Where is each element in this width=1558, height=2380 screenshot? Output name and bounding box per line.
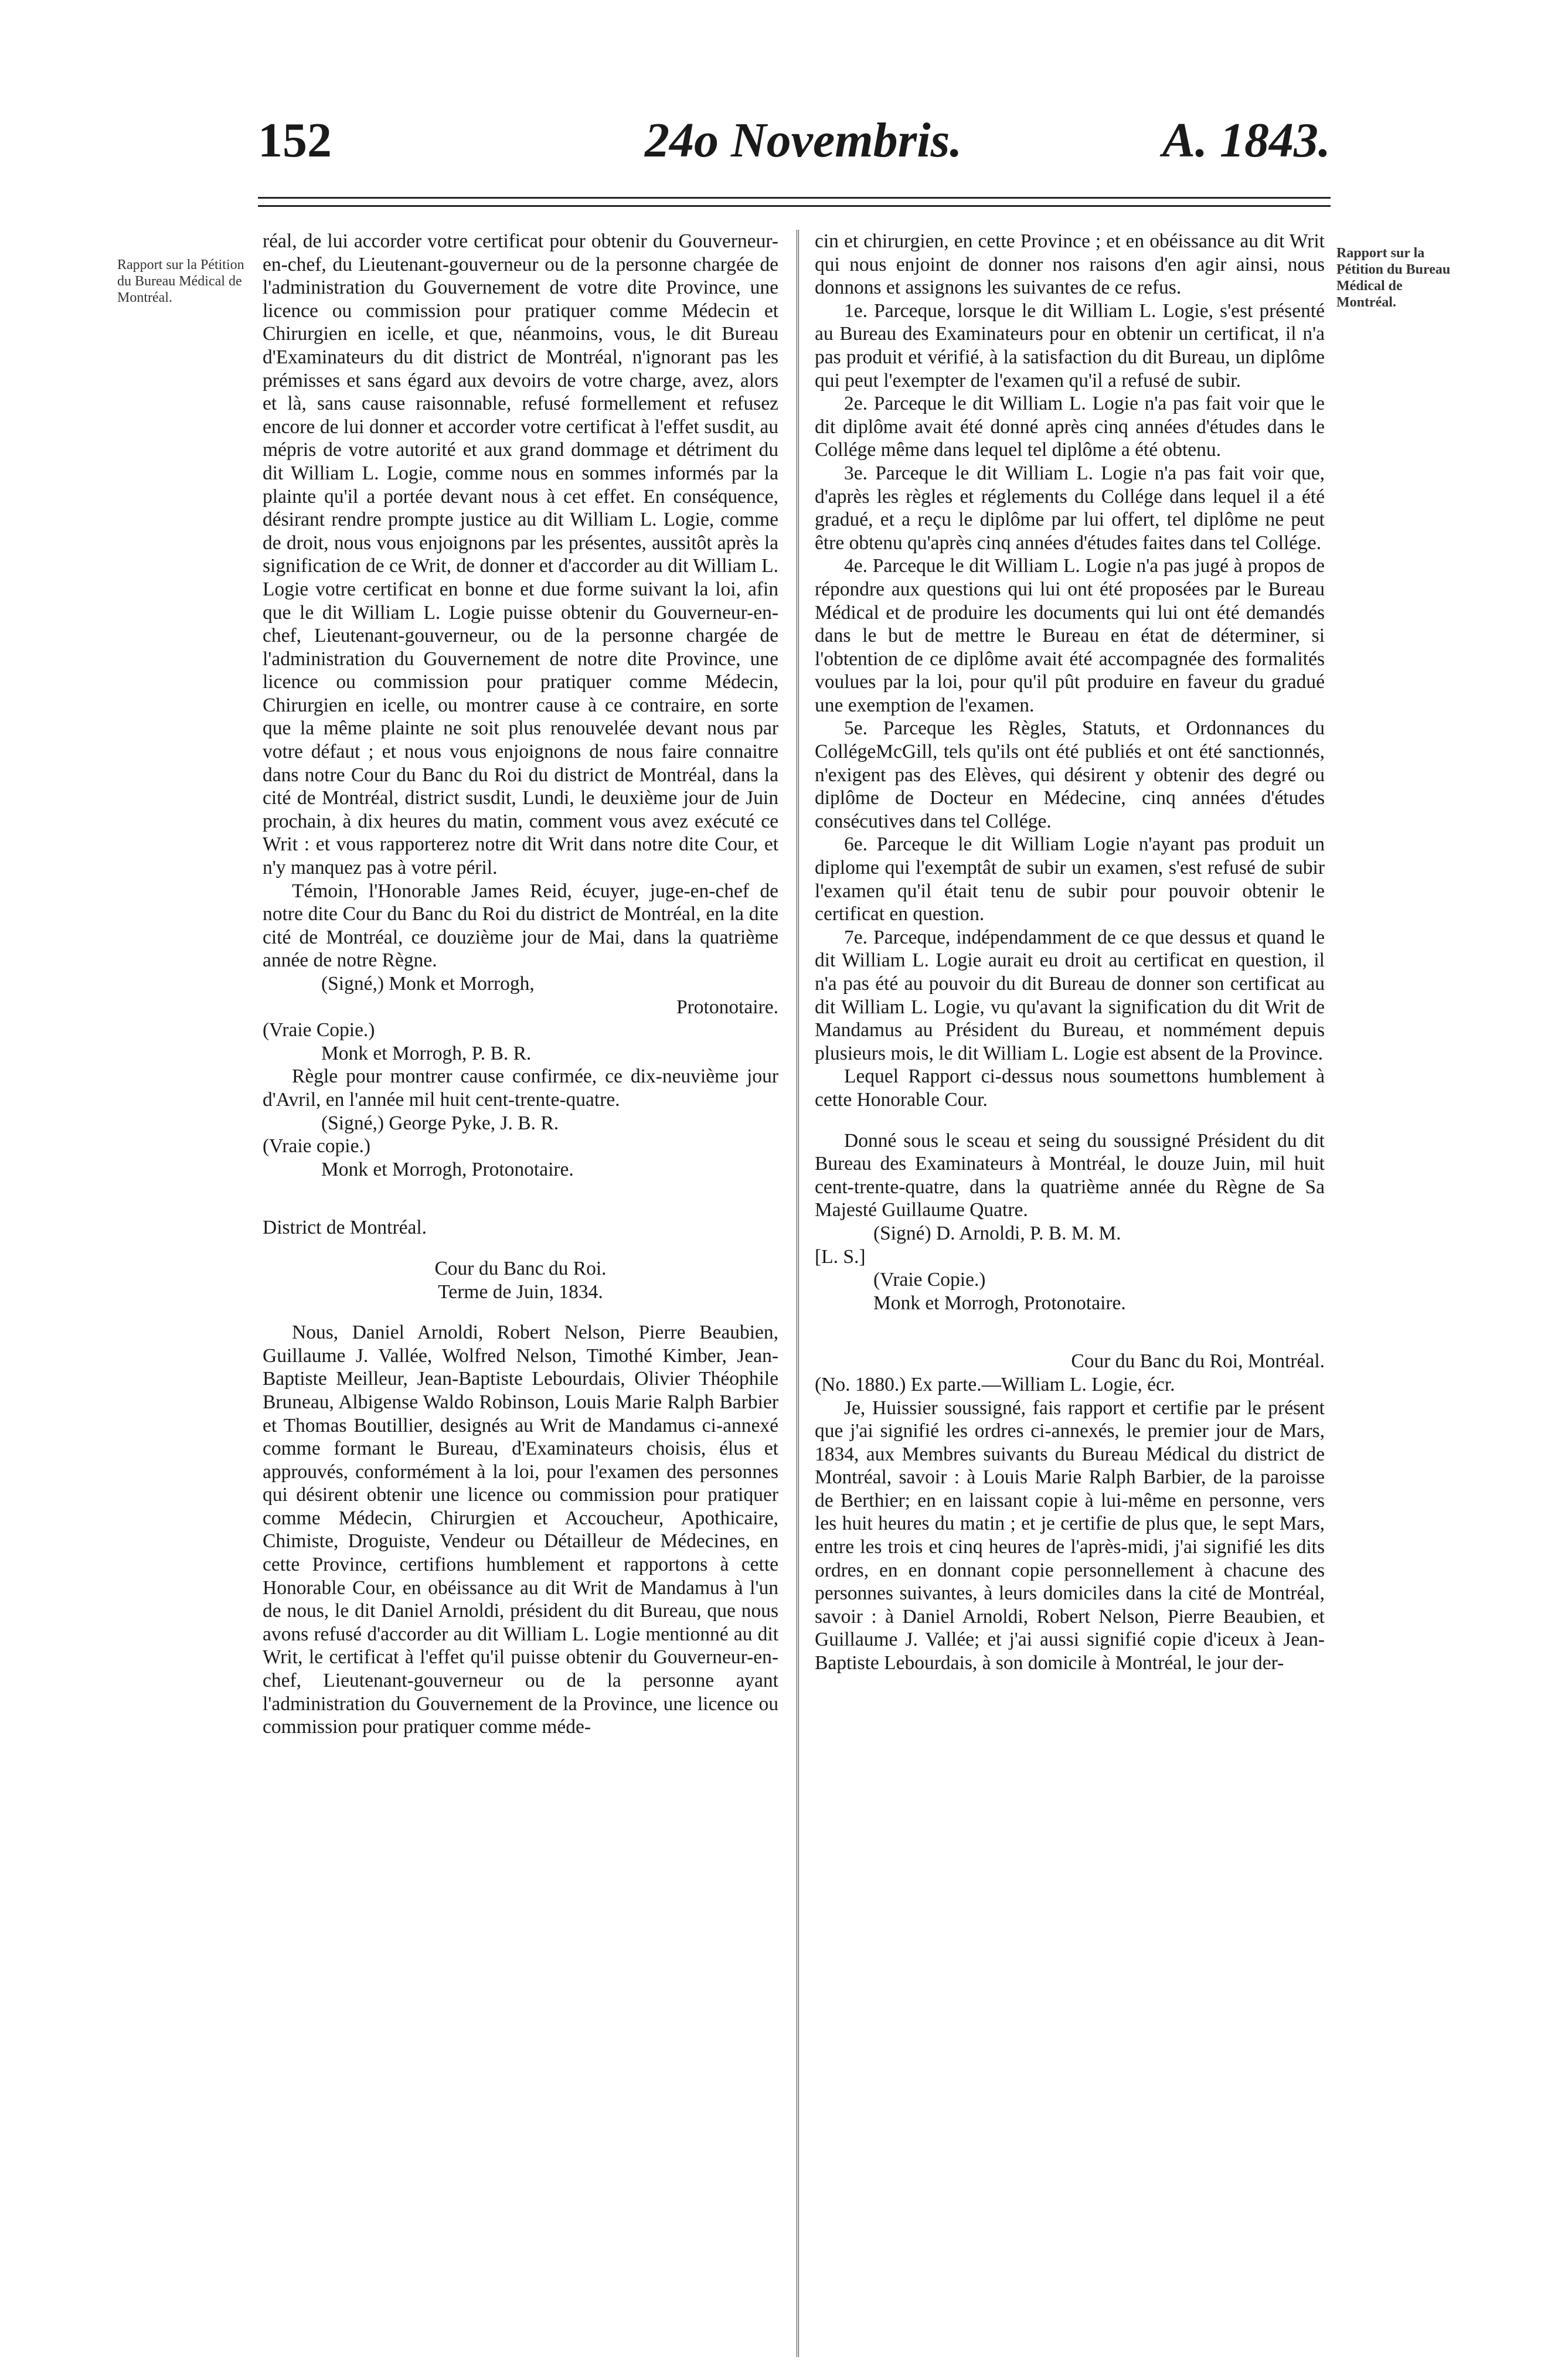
signature-line: (Signé,) Monk et Morrogh,	[321, 973, 535, 995]
paragraph: 2e. Parceque le dit William L. Logie n'a pas fait voir que le dit diplôme avait été donné après cinq années d'études dans le Collége même dans lequel tel diplôme a été obtenu.	[815, 393, 1325, 461]
court-term: Terme de Juin, 1834.	[438, 1281, 603, 1303]
spacer	[815, 1315, 1325, 1350]
case-number: (No. 1880.) Ex parte.—William L. Logie, écr.	[815, 1373, 1175, 1395]
court-heading: Cour du Banc du Roi, Montréal.	[1071, 1350, 1325, 1373]
paragraph: Témoin, l'Honorable James Reid, écuyer, juge-en-chef de notre dite Cour du Banc du Roi du district de Montréal, en la dite cité de Montréal, ce douzième jour de Mai, dans la quatrième année de notre Règne.	[263, 880, 778, 972]
page-number: 152	[258, 113, 332, 168]
spacer	[263, 1240, 778, 1257]
signature-line: Monk et Morrogh, Protonotaire.	[873, 1292, 1126, 1314]
paragraph: 4e. Parceque le dit William L. Logie n'a pas jugé à propos de répondre aux questions qui lui ont été proposées par le Bureau Médical et de produire les documents qui lui ont été demandés dans le but de mettre le Bureau en état de déterminer, si l'obtention de ce diplôme avait été accompagnée des formalités voulues par la loi, pour qu'il pût produire en faveur du gradué une exemption de l'examen.	[815, 555, 1325, 716]
paragraph: Règle pour montrer cause confirmée, ce dix-neuvième jour d'Avril, en l'année mil huit cent-trente-quatre.	[263, 1065, 778, 1111]
paragraph: Lequel Rapport ci-dessus nous soumettons humblement à cette Honorable Cour.	[815, 1065, 1325, 1111]
header-rule-top	[258, 197, 1331, 199]
margin-note-right: Rapport sur la Pétition du Bureau Médical de Montréal.	[1336, 246, 1451, 310]
page-header	[258, 111, 1331, 182]
spacer	[263, 1181, 778, 1216]
column-divider	[797, 230, 799, 2357]
court-heading: Cour du Banc du Roi.	[434, 1257, 607, 1279]
margin-note-left: Rapport sur la Pétition du Bureau Médical de Montréal.	[117, 257, 244, 305]
paragraph: 6e. Parceque le dit William Logie n'ayant pas produit un diplome qui l'exemptât de subir un examen, s'est refusé de subir l'examen qu'il était tenu de subir pour pouvoir obtenir le certificat en question.	[815, 833, 1325, 925]
paragraph: réal, de lui accorder votre certificat pour obtenir du Gouverneur-en-chef, du Lieutenant-gouverneur ou de la personne chargée de l'administration du Gouvernement de votre dite Province, une licence ou commission pour pratiquer comme Médecin et Chirurgien en icelle, et que, néanmoins, vous, le dit Bureau d'Examinateurs du dit district de Montréal, n'ignorant pas les prémisses et sans égard aux devoirs de votre charge, avez, alors et là, sans cause raisonnable, refusé formellement et refusez encore de lui donner et accorder votre certificat à l'effet susdit, au mépris de votre autorité et aux grand dommage et détriment du dit William L. Logie, comme nous en sommes informés par la plainte qu'il a portée devant nous à cet effet. En conséquence, désirant rendre prompte justice au dit William L. Logie, comme de droit, nous vous enjoignons par les présentes, aussitôt après la signification de ce Writ, de donner et d'accorder au dit William L. Logie votre certificat en bonne et due forme suivant la loi, afin que le dit William L. Logie puisse obtenir du Gouverneur-en-chef, Lieutenant-gouverneur, ou de la personne chargée de l'administration du Gouvernement de notre dite Province, une licence ou commission pour pratiquer comme Médecin, Chirurgien en icelle, ou montrer cause à ce contraire, en sorte que la même plainte ne soit plus renouvelée devant nous par votre défaut ; et nous vous enjoignons de nous faire connaitre dans notre Cour du Banc du Roi du district de Montréal, dans la cité de Montréal, district susdit, Lundi, le deuxième jour de Juin prochain, à dix heures du matin, comment vous avez exécuté ce Writ : et vous rapporterez notre dit Writ dans notre dite Cour, et n'y manquez pas à votre péril.	[263, 230, 778, 879]
paragraph: Nous, Daniel Arnoldi, Robert Nelson, Pierre Beaubien, Guillaume J. Vallée, Wolfred Nelson, Timothé Kimber, Jean-Baptiste Meilleur, Jean-Baptiste Lebourdais, Olivier Théophile Bruneau, Albigense Waldo Robinson, Louis Marie Ralph Barbier et Thomas Boutillier, designés au Writ de Mandamus ci-annexé comme formant le Bureau, d'Examinateurs choisis, élus et approuvés, conformément à la loi, pour l'examen des personnes qui désirent obtenir une licence ou commission pour pratiquer comme Médecin, Chirurgien et Accoucheur, Apothicaire, Chimiste, Droguiste, Vendeur ou Détailleur de Médecines, en cette Province, certifions humblement et rapportons à cette Honorable Cour, en obéissance au dit Writ de Mandamus à l'un de nous, le dit Daniel Arnoldi, président du dit Bureau, que nous avons refusé d'accorder au dit William L. Logie mentionné au dit Writ, le certificat à l'effet qu'il puisse obtenir du Gouverneur-en-chef, Lieutenant-gouverneur ou de la personne ayant l'administration du Gouvernement de la Province, une licence ou commission pour pratiquer comme méde-	[263, 1322, 778, 1738]
header-rule-bottom	[258, 205, 1331, 207]
header-year: A. 1843.	[1162, 113, 1331, 168]
true-copy-label: (Vraie copie.)	[263, 1135, 370, 1157]
paragraph: 3e. Parceque le dit William L. Logie n'a pas fait voir que, d'après les règles et réglements du Collége dans lequel il a été gradué, et a reçu le diplôme par lui offert, tel diplôme ne peut être obtenu qu'après cinq années d'études faites dans tel Collége.	[815, 462, 1325, 554]
spacer	[263, 1303, 778, 1321]
signature-line: (Signé) D. Arnoldi, P. B. M. M.	[873, 1222, 1121, 1244]
right-column	[815, 230, 1325, 1675]
paragraph: Je, Huissier soussigné, fais rapport et certifie par le présent que j'ai signifié les ordres ci-annexés, le premier jour de Mars, 1834, aux Membres suivants du Bureau Médical du district de Montréal, savoir : à Louis Marie Ralph Barbier, de la paroisse de Berthier; en en laissant copie à lui-même en personne, vers les huit heures du matin ; et je certifie de plus que, le sept Mars, entre les trois et cinq heures de l'après-midi, j'ai signifié les dits ordres, en en donnant copie personnellement à chacune des personnes suivantes, à leurs domiciles dans la cité de Montréal, savoir : à Daniel Arnoldi, Robert Nelson, Pierre Beaubien, et Guillaume J. Vallée; et j'ai aussi signifié copie d'iceux à Jean-Baptiste Lebourdais, à son domicile à Montréal, le jour der-	[815, 1397, 1325, 1674]
paragraph: cin et chirurgien, en cette Province ; et en obéissance au dit Writ qui nous enjoint de donner nos raisons d'en agir ainsi, nous donnons et assignons les suivantes de ce refus.	[815, 230, 1325, 299]
spacer	[815, 1112, 1325, 1129]
paragraph: 1e. Parceque, lorsque le dit William L. Logie, s'est présenté au Bureau des Examinateurs pour en obtenir un certificat, il n'a pas produit et vérifié, à la satisfaction du dit Bureau, un diplôme qui peut l'exempter de l'examen qu'il a refusé de subir.	[815, 299, 1325, 391]
true-copy-label: (Vraie Copie.)	[873, 1269, 986, 1291]
district-heading: District de Montréal.	[263, 1217, 427, 1239]
paragraph: 7e. Parceque, indépendamment de ce que dessus et quand le dit William L. Logie aurait eu droit au certificat en question, il n'a pas été au pouvoir du dit Bureau de donner son certificat au dit William L. Logie, vu qu'avant la signification du dit Writ de Mandamus au Président du Bureau, et nommément depuis plusieurs mois, le dit William L. Logie est absent de la Province.	[815, 926, 1325, 1064]
seal-mark: [L. S.]	[815, 1245, 866, 1268]
true-copy-label: (Vraie Copie.)	[263, 1019, 375, 1041]
signature-title: Protonotaire.	[676, 996, 778, 1018]
paragraph: Donné sous le sceau et seing du soussigné Président du dit Bureau des Examinateurs à Montréal, le douze Juin, mil huit cent-trente-quatre, dans la quatrième année du Règne de Sa Majesté Guillaume Quatre.	[815, 1129, 1325, 1221]
signature-line: (Signé,) George Pyke, J. B. R.	[321, 1112, 559, 1134]
left-column	[263, 230, 778, 1739]
header-date: 24o Novembris.	[645, 113, 962, 168]
signature-line: Monk et Morrogh, Protonotaire.	[321, 1158, 574, 1180]
signature-line: Monk et Morrogh, P. B. R.	[321, 1042, 532, 1064]
paragraph: 5e. Parceque les Règles, Statuts, et Ordonnances du CollégeMcGill, tels qu'ils ont été publiés et ont été sanctionnés, n'exigent pas des Elèves, qui désirent y obtenir des degré ou diplôme de Docteur en Médecine, cinq années d'études consécutives dans tel Collége.	[815, 717, 1325, 832]
